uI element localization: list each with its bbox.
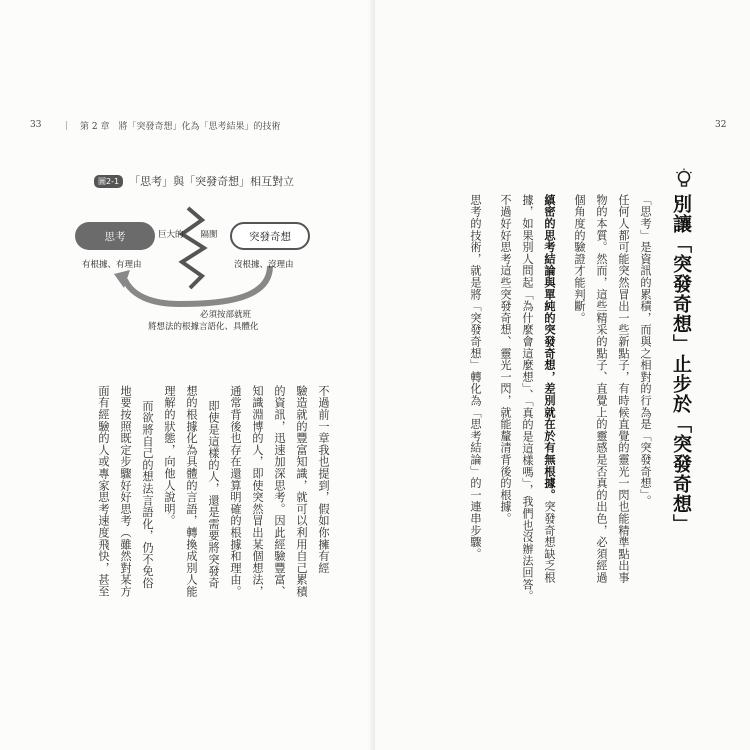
left-text-col-5: 通常背後也存在還算明確的根據和理由。 [229, 385, 242, 598]
node-sudden-idea: 突發奇想 [230, 222, 310, 250]
right-text-col-2: 任何人都可能突然冒出一些新點子，有時候直覺的靈光一閃也能精準點出事 [617, 194, 630, 584]
right-text-col-5-rest: 突發奇想缺乏根 [543, 500, 556, 584]
figure-title: 「思考」與「突發奇想」相互對立 [129, 175, 295, 188]
right-page-number: 32 [715, 120, 727, 130]
left-text-col-3: 的資訊，迅速加深思考。因此經驗豐富、 [273, 385, 286, 598]
figure-tag: 圖2-1 [94, 175, 123, 188]
figure-caption [94, 173, 294, 189]
left-text-col-6: 即使是這樣的人，還是需要將突發奇 [207, 400, 220, 589]
left-text-col-9: 而欲將自己的想法言語化，仍不免俗 [141, 400, 154, 589]
left-text-col-1: 不過前一章我也提到，假如你擁有經 [317, 385, 330, 574]
right-text-col-6: 據，如果別人問起「為什麼會這麼想」、「真的是這樣嗎」，我們也沒辦法回答。 [521, 194, 534, 602]
thinking-caption: 有根據、有理由 [82, 260, 142, 270]
left-text-col-8-bold: 理解的狀態，向他人說明。 [163, 385, 176, 527]
gap-zigzag [182, 208, 204, 288]
bottom-caption-2: 將想法的根據言語化、具體化 [148, 322, 259, 332]
diagram-graphics [70, 200, 320, 340]
bottom-caption-1: 必須按部就班 [200, 310, 252, 320]
lightbulb-icon [675, 168, 693, 190]
right-text-col-4: 個角度的驗證才能判斷。 [573, 194, 586, 324]
left-text-col-2: 驗造就的豐富知識，就可以利用自己累積 [295, 385, 308, 598]
right-text-col-1: 「思考」是資訊的累積，而與之相對的行為是「突發奇想」。 [639, 194, 652, 507]
left-text-col-11: 面有經驗的人或專家思考速度飛快，甚至 [97, 385, 110, 598]
gap-label: 巨大的 隔閡 [158, 230, 218, 240]
right-text-col-3: 物的本質。然而，這些精采的點子、直覺上的靈感是否真的出色，必須經過 [595, 194, 608, 584]
right-text-col-5-bold: 縝密的思考結論與單純的突發奇想，差別就在於有無根據。 [543, 194, 556, 501]
left-text-col-7-bold: 想的根據化為具體的言語，轉換成別人能 [185, 385, 198, 598]
node-thinking: 思考 [75, 222, 155, 250]
right-text-col-7: 不過好好思考這些突發奇想、靈光一閃，就能釐清背後的根據。 [499, 194, 512, 525]
left-text-col-4: 知識淵博的人，即使突然冒出某個想法， [251, 385, 264, 598]
right-text-col-8: 思考的技術，就是將「突發奇想」轉化為「思考結論」的一連串步驟。 [469, 194, 482, 560]
left-page-number: 33 [30, 120, 42, 130]
section-title: 別讓「突發奇想」止步於「突發奇想」 [670, 194, 692, 534]
sudden-idea-caption: 沒根據、沒理由 [234, 260, 294, 270]
running-header: ｜ 第 2 章 將「突發奇想」化為「思考結果」的技術 [62, 122, 281, 132]
right-text-col-5 [542, 194, 556, 583]
left-text-col-10: 地要按照既定步驟好好思考（雖然對某方 [119, 385, 132, 598]
figure-diagram [70, 200, 320, 340]
